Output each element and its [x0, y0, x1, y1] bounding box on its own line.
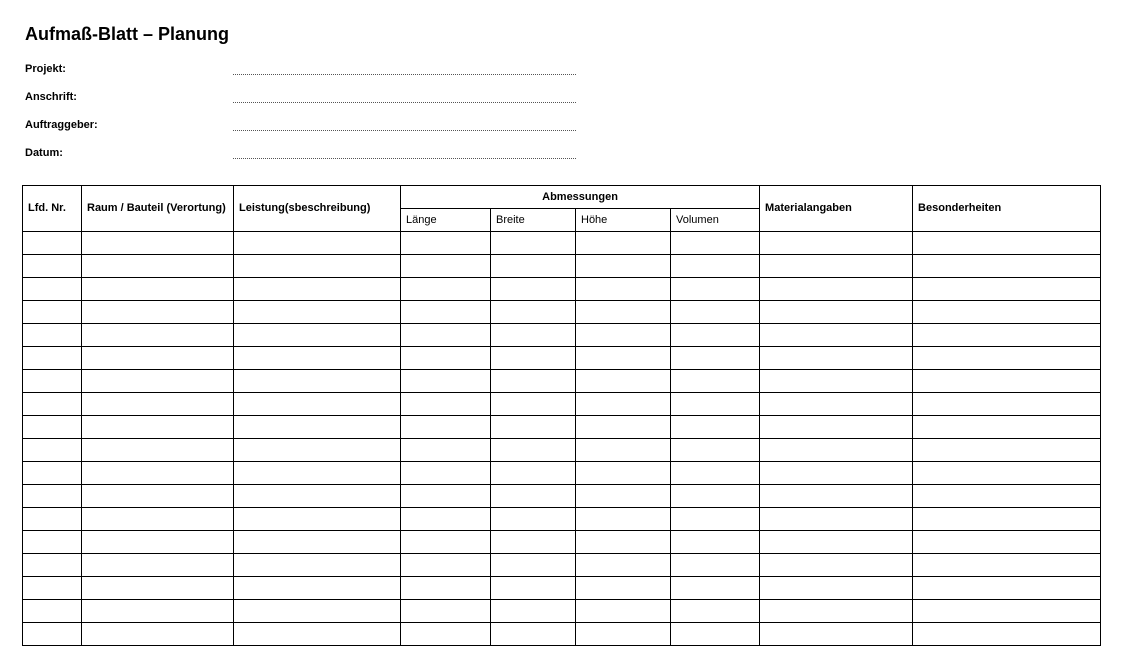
cell-breite[interactable] — [491, 416, 576, 439]
cell-volumen[interactable] — [671, 347, 760, 370]
cell-leistung[interactable] — [234, 232, 401, 255]
table-body — [23, 232, 1101, 646]
cell-raum-bauteil[interactable] — [82, 623, 234, 646]
field-datum — [25, 146, 585, 166]
cell-leistung[interactable] — [234, 370, 401, 393]
cell-lfd-nr[interactable] — [23, 347, 82, 370]
cell-materialangaben[interactable] — [760, 347, 913, 370]
cell-laenge[interactable] — [401, 462, 491, 485]
header-materialangaben: Materialangaben — [760, 186, 913, 232]
cell-lfd-nr[interactable] — [23, 600, 82, 623]
cell-hoehe[interactable] — [576, 508, 671, 531]
cell-lfd-nr[interactable] — [23, 416, 82, 439]
field-anschrift — [25, 90, 585, 110]
cell-lfd-nr[interactable] — [23, 485, 82, 508]
field-projekt — [25, 62, 585, 82]
cell-besonderheiten[interactable] — [913, 462, 1101, 485]
cell-hoehe[interactable] — [576, 577, 671, 600]
cell-raum-bauteil[interactable] — [82, 324, 234, 347]
cell-laenge[interactable] — [401, 416, 491, 439]
cell-laenge[interactable] — [401, 393, 491, 416]
cell-leistung[interactable] — [234, 531, 401, 554]
cell-volumen[interactable] — [671, 462, 760, 485]
cell-materialangaben[interactable] — [760, 485, 913, 508]
cell-breite[interactable] — [491, 347, 576, 370]
cell-hoehe[interactable] — [576, 531, 671, 554]
cell-breite[interactable] — [491, 462, 576, 485]
cell-volumen[interactable] — [671, 554, 760, 577]
table-row — [23, 577, 1101, 600]
cell-breite[interactable] — [491, 439, 576, 462]
cell-laenge[interactable] — [401, 508, 491, 531]
cell-besonderheiten[interactable] — [913, 370, 1101, 393]
cell-raum-bauteil[interactable] — [82, 416, 234, 439]
cell-breite[interactable] — [491, 232, 576, 255]
cell-hoehe[interactable] — [576, 370, 671, 393]
cell-besonderheiten[interactable] — [913, 416, 1101, 439]
cell-leistung[interactable] — [234, 301, 401, 324]
header-leistung: Leistung(sbeschreibung) — [234, 186, 401, 232]
cell-hoehe[interactable] — [576, 324, 671, 347]
cell-raum-bauteil[interactable] — [82, 255, 234, 278]
table-row — [23, 301, 1101, 324]
table-row — [23, 324, 1101, 347]
table-row — [23, 600, 1101, 623]
cell-hoehe[interactable] — [576, 600, 671, 623]
aufmass-table — [22, 185, 1101, 646]
cell-raum-bauteil[interactable] — [82, 577, 234, 600]
cell-materialangaben[interactable] — [760, 508, 913, 531]
cell-materialangaben[interactable] — [760, 462, 913, 485]
cell-leistung[interactable] — [234, 324, 401, 347]
header-lfd-nr: Lfd. Nr. — [23, 186, 82, 232]
cell-raum-bauteil[interactable] — [82, 600, 234, 623]
cell-leistung[interactable] — [234, 416, 401, 439]
cell-hoehe[interactable] — [576, 278, 671, 301]
cell-leistung[interactable] — [234, 623, 401, 646]
cell-materialangaben[interactable] — [760, 370, 913, 393]
cell-laenge[interactable] — [401, 278, 491, 301]
cell-laenge[interactable] — [401, 554, 491, 577]
cell-leistung[interactable] — [234, 508, 401, 531]
table-row — [23, 623, 1101, 646]
cell-hoehe[interactable] — [576, 393, 671, 416]
cell-hoehe[interactable] — [576, 255, 671, 278]
table-row — [23, 554, 1101, 577]
cell-leistung[interactable] — [234, 439, 401, 462]
cell-raum-bauteil[interactable] — [82, 232, 234, 255]
cell-raum-bauteil[interactable] — [82, 347, 234, 370]
header-raum-bauteil: Raum / Bauteil (Verortung) — [82, 186, 234, 232]
cell-laenge[interactable] — [401, 531, 491, 554]
cell-raum-bauteil[interactable] — [82, 462, 234, 485]
cell-lfd-nr[interactable] — [23, 232, 82, 255]
cell-laenge[interactable] — [401, 301, 491, 324]
cell-besonderheiten[interactable] — [913, 324, 1101, 347]
cell-breite[interactable] — [491, 554, 576, 577]
cell-materialangaben[interactable] — [760, 439, 913, 462]
field-input-projekt[interactable] — [233, 74, 576, 75]
cell-laenge[interactable] — [401, 623, 491, 646]
cell-besonderheiten[interactable] — [913, 393, 1101, 416]
header-breite: Breite — [491, 209, 576, 232]
table-row — [23, 485, 1101, 508]
table-row — [23, 531, 1101, 554]
cell-raum-bauteil[interactable] — [82, 531, 234, 554]
cell-raum-bauteil[interactable] — [82, 370, 234, 393]
cell-breite[interactable] — [491, 600, 576, 623]
cell-volumen[interactable] — [671, 370, 760, 393]
cell-laenge[interactable] — [401, 577, 491, 600]
cell-materialangaben[interactable] — [760, 577, 913, 600]
cell-breite[interactable] — [491, 278, 576, 301]
cell-lfd-nr[interactable] — [23, 531, 82, 554]
cell-breite[interactable] — [491, 370, 576, 393]
cell-volumen[interactable] — [671, 485, 760, 508]
cell-lfd-nr[interactable] — [23, 393, 82, 416]
field-input-auftraggeber[interactable] — [233, 130, 576, 131]
header-volumen: Volumen — [671, 209, 760, 232]
field-input-datum[interactable] — [233, 158, 576, 159]
cell-volumen[interactable] — [671, 416, 760, 439]
cell-besonderheiten[interactable] — [913, 255, 1101, 278]
cell-leistung[interactable] — [234, 255, 401, 278]
header-laenge: Länge — [401, 209, 491, 232]
cell-hoehe[interactable] — [576, 301, 671, 324]
cell-hoehe[interactable] — [576, 439, 671, 462]
cell-besonderheiten[interactable] — [913, 554, 1101, 577]
cell-lfd-nr[interactable] — [23, 439, 82, 462]
cell-breite[interactable] — [491, 301, 576, 324]
cell-lfd-nr[interactable] — [23, 301, 82, 324]
cell-laenge[interactable] — [401, 347, 491, 370]
cell-laenge[interactable] — [401, 324, 491, 347]
cell-breite[interactable] — [491, 393, 576, 416]
table-row — [23, 255, 1101, 278]
cell-besonderheiten[interactable] — [913, 232, 1101, 255]
cell-materialangaben[interactable] — [760, 554, 913, 577]
cell-leistung[interactable] — [234, 600, 401, 623]
cell-breite[interactable] — [491, 623, 576, 646]
cell-hoehe[interactable] — [576, 462, 671, 485]
field-label-datum: Datum: — [25, 147, 63, 159]
cell-laenge[interactable] — [401, 439, 491, 462]
cell-laenge[interactable] — [401, 232, 491, 255]
cell-leistung[interactable] — [234, 347, 401, 370]
cell-volumen[interactable] — [671, 577, 760, 600]
cell-besonderheiten[interactable] — [913, 347, 1101, 370]
cell-laenge[interactable] — [401, 370, 491, 393]
cell-leistung[interactable] — [234, 554, 401, 577]
cell-breite[interactable] — [491, 324, 576, 347]
cell-laenge[interactable] — [401, 485, 491, 508]
cell-besonderheiten[interactable] — [913, 301, 1101, 324]
cell-lfd-nr[interactable] — [23, 508, 82, 531]
cell-lfd-nr[interactable] — [23, 623, 82, 646]
cell-lfd-nr[interactable] — [23, 554, 82, 577]
cell-hoehe[interactable] — [576, 623, 671, 646]
cell-volumen[interactable] — [671, 278, 760, 301]
table-row — [23, 462, 1101, 485]
cell-volumen[interactable] — [671, 508, 760, 531]
cell-materialangaben[interactable] — [760, 255, 913, 278]
header-abmessungen: Abmessungen — [401, 186, 760, 209]
cell-lfd-nr[interactable] — [23, 278, 82, 301]
cell-besonderheiten[interactable] — [913, 623, 1101, 646]
cell-breite[interactable] — [491, 577, 576, 600]
cell-hoehe[interactable] — [576, 554, 671, 577]
table-row — [23, 508, 1101, 531]
cell-besonderheiten[interactable] — [913, 508, 1101, 531]
table-row — [23, 370, 1101, 393]
cell-materialangaben[interactable] — [760, 600, 913, 623]
cell-lfd-nr[interactable] — [23, 324, 82, 347]
cell-hoehe[interactable] — [576, 347, 671, 370]
cell-besonderheiten[interactable] — [913, 278, 1101, 301]
header-besonderheiten: Besonderheiten — [913, 186, 1101, 232]
cell-lfd-nr[interactable] — [23, 370, 82, 393]
cell-leistung[interactable] — [234, 485, 401, 508]
cell-materialangaben[interactable] — [760, 623, 913, 646]
cell-breite[interactable] — [491, 531, 576, 554]
cell-raum-bauteil[interactable] — [82, 278, 234, 301]
cell-besonderheiten[interactable] — [913, 600, 1101, 623]
cell-volumen[interactable] — [671, 600, 760, 623]
cell-materialangaben[interactable] — [760, 324, 913, 347]
cell-raum-bauteil[interactable] — [82, 485, 234, 508]
table-row — [23, 416, 1101, 439]
field-input-anschrift[interactable] — [233, 102, 576, 103]
cell-volumen[interactable] — [671, 393, 760, 416]
cell-laenge[interactable] — [401, 600, 491, 623]
cell-leistung[interactable] — [234, 462, 401, 485]
cell-materialangaben[interactable] — [760, 278, 913, 301]
field-label-anschrift: Anschrift: — [25, 91, 77, 103]
cell-materialangaben[interactable] — [760, 416, 913, 439]
cell-volumen[interactable] — [671, 232, 760, 255]
table-row — [23, 232, 1101, 255]
cell-hoehe[interactable] — [576, 416, 671, 439]
field-auftraggeber — [25, 118, 585, 138]
cell-breite[interactable] — [491, 255, 576, 278]
cell-leistung[interactable] — [234, 393, 401, 416]
cell-hoehe[interactable] — [576, 485, 671, 508]
cell-materialangaben[interactable] — [760, 393, 913, 416]
table-row — [23, 439, 1101, 462]
cell-lfd-nr[interactable] — [23, 577, 82, 600]
cell-volumen[interactable] — [671, 324, 760, 347]
cell-hoehe[interactable] — [576, 232, 671, 255]
cell-lfd-nr[interactable] — [23, 255, 82, 278]
cell-leistung[interactable] — [234, 577, 401, 600]
cell-leistung[interactable] — [234, 278, 401, 301]
cell-raum-bauteil[interactable] — [82, 554, 234, 577]
cell-raum-bauteil[interactable] — [82, 508, 234, 531]
cell-raum-bauteil[interactable] — [82, 393, 234, 416]
cell-raum-bauteil[interactable] — [82, 439, 234, 462]
cell-materialangaben[interactable] — [760, 232, 913, 255]
cell-lfd-nr[interactable] — [23, 462, 82, 485]
cell-materialangaben[interactable] — [760, 531, 913, 554]
table-row — [23, 278, 1101, 301]
cell-breite[interactable] — [491, 508, 576, 531]
cell-volumen[interactable] — [671, 531, 760, 554]
field-label-projekt: Projekt: — [25, 63, 66, 75]
cell-besonderheiten[interactable] — [913, 485, 1101, 508]
cell-volumen[interactable] — [671, 255, 760, 278]
table-row — [23, 393, 1101, 416]
cell-materialangaben[interactable] — [760, 301, 913, 324]
cell-besonderheiten[interactable] — [913, 577, 1101, 600]
cell-breite[interactable] — [491, 485, 576, 508]
cell-volumen[interactable] — [671, 301, 760, 324]
cell-besonderheiten[interactable] — [913, 439, 1101, 462]
cell-volumen[interactable] — [671, 439, 760, 462]
cell-volumen[interactable] — [671, 623, 760, 646]
header-hoehe: Höhe — [576, 209, 671, 232]
page-title: Aufmaß-Blatt – Planung — [25, 24, 230, 44]
cell-laenge[interactable] — [401, 255, 491, 278]
table-row — [23, 347, 1101, 370]
cell-besonderheiten[interactable] — [913, 531, 1101, 554]
cell-raum-bauteil[interactable] — [82, 301, 234, 324]
field-label-auftraggeber: Auftraggeber: — [25, 119, 98, 131]
